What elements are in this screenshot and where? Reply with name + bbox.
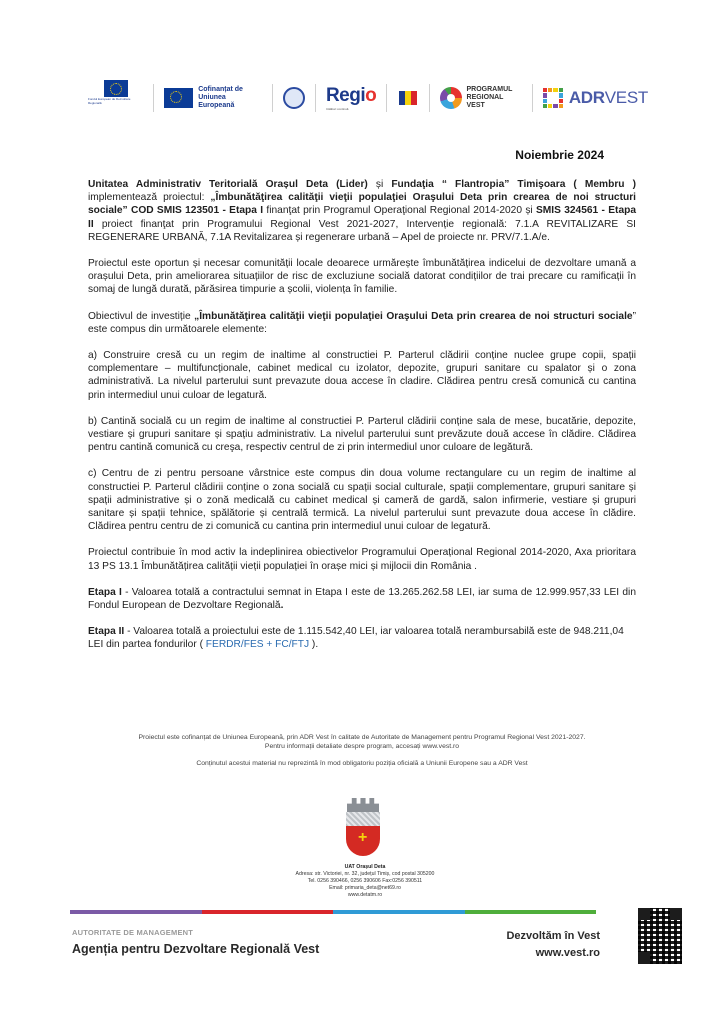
text: ” este compus din următoarele elemente: — [88, 310, 636, 335]
text: implementează proiectul: — [88, 192, 211, 204]
authority-label: AUTORITATE DE MANAGEMENT — [72, 928, 194, 937]
prv-line1: PROGRAMUL — [466, 86, 513, 93]
qr-code-icon[interactable] — [638, 908, 682, 964]
eu-flag-icon — [104, 80, 128, 97]
text: Obiectivul de investiție — [88, 310, 195, 322]
por-logo — [397, 80, 419, 116]
etapa-ii-label: Etapa II — [88, 626, 125, 638]
guvernul-romaniei-logo — [283, 80, 305, 116]
color-bar-segment — [202, 910, 334, 914]
element-b-paragraph: b) Cantină socială cu un regim de inaltime al constructiei P. Parterul clădirii conține sala de mese, bucatărie, depozite, vestiare și grupuri sanitare și spațiu administrativ. La nivelul parterului sunt prevăzute două accese în clădire. Clădirea pentru cantină comunică cu creşa, respectiv centrul de zi prin intermediul unor culoare de legătură. — [88, 415, 636, 454]
regio-logo — [326, 80, 376, 116]
cofinantat-line1: Cofinanțat de — [198, 86, 243, 93]
element-c-paragraph: c) Centru de zi pentru persoane vârstnice este compus din doua volume rectangulare cu un regim de inaltime al constructiei P. Parterul clădirii conține o zona socială cu spații social culturale, spații complementare, grupuri sanitare și spații administrative și o zonă medicală cu cabinet medical și cameră de gardă, salon infirmerie, vestiare și grupuri sanitare și spații tehnice, spălătorie și centrală termică. La nivelul parterului sunt prevazute doua accese în clădire. Clădirea pentru centru de zi comunică cu cantina prin intermediul unui culoar de legatură. — [88, 468, 636, 533]
text: . — [280, 600, 284, 612]
regio-subtitle: Călători continuă — [325, 107, 349, 111]
prv-text — [467, 86, 522, 110]
prv-ring-icon — [440, 87, 461, 109]
footer-color-bar — [70, 910, 596, 914]
objective-title: „Îmbunătăţirea calităţii vieţii populaţiei Oraşului Deta prin crearea de noi structuri sociale — [194, 310, 633, 322]
regio-wordmark — [326, 85, 376, 107]
smis-etapa-ii: SMIS 324561 - Etapa II — [88, 205, 636, 230]
logo-divider — [272, 84, 273, 112]
adr-vest-wordmark — [569, 88, 648, 108]
prv-line2: REGIONAL VEST — [466, 94, 504, 109]
color-bar-segment — [70, 910, 202, 914]
text: finanţat prin Programul Operaţional Regional 2014-2020 și — [263, 205, 536, 217]
contact-website[interactable]: www.detatm.ro — [347, 892, 383, 898]
etapa-ii-paragraph — [88, 625, 636, 651]
slogan-text: Dezvoltăm în Vest — [506, 930, 600, 942]
regio-text: Regi — [325, 85, 366, 106]
contribution-paragraph: Proiectul contribuie în mod activ la indeplinirea obiectivelor Programului Operațional Regional 2014-2020, Axa prioritara 13 PS 13.1 Îmbunătățirea calității vieții populației în orașe mici și mijlocii din România . — [88, 547, 636, 572]
adr-pixel-icon — [543, 88, 563, 108]
deta-coat-of-arms-icon — [344, 798, 382, 860]
crest-top — [346, 812, 380, 826]
por-star-icon — [397, 87, 419, 109]
contact-email[interactable]: Email: primaria_deta@net69.ro — [329, 885, 401, 891]
project-title: „Îmbunătăţirea calităţii vieţii populaţiei Oraşului Deta prin crearea de noi structuri sociale” COD SMIS 123501 - Etapa I — [88, 192, 636, 217]
cofinantat-ue-logo — [164, 80, 262, 116]
adr-vest-logo — [543, 80, 648, 116]
crest-shield — [346, 826, 380, 856]
disclaimer-line3: Conținutul acestui material nu reprezintă în mod obligatoriu poziția oficială a Uniunii Europene sau a ADR Vest — [196, 760, 528, 767]
logo-divider — [315, 84, 316, 112]
objective-paragraph — [88, 310, 636, 336]
agency-name: Agenția pentru Dezvoltare Regională Vest — [72, 942, 320, 956]
intro-paragraph — [88, 178, 636, 244]
logo-divider — [153, 84, 154, 112]
color-bar-segment — [333, 910, 465, 914]
regio-o: o — [365, 85, 377, 106]
eu-flag-icon — [164, 88, 193, 108]
adr-bold: ADR — [568, 88, 605, 107]
document-date: Noiembrie 2024 — [515, 148, 604, 162]
contact-phone: Tel. 0256 390466, 0256 390606 Fax:0256 390511 — [307, 878, 423, 884]
contact-address: Adresa: str. Victoriei, nr. 32, județul Timiș, cod postal 305200 — [295, 871, 435, 877]
text: și — [367, 179, 392, 190]
opportunity-paragraph: Proiectul este oportun și necesar comunității locale deoarece urmărește îmbunătățirea indicelui de dezvoltare umană a orașului Deta, prin ameliorarea situațiilor de risc de excluziune socială datorat condițiilor de trai precare cu ramificații în somaj de lungă durată, părăsirea timpurie a școlii, violența în familie. — [88, 258, 636, 296]
disclaimer-line2: Pentru informații detaliate despre program, accesați www.vest.ro — [264, 743, 460, 750]
document-body — [88, 178, 636, 665]
logo-divider — [429, 84, 430, 112]
eu-fedr-logo — [88, 80, 143, 116]
logo-divider — [386, 84, 387, 112]
text: - Valoarea totală a contractului semnat in Etapa I este de 13.265.262.58 LEI, iar suma de 12.999.957,33 LEI din Fondul European de Dezvoltare Regională — [88, 586, 636, 612]
disclaimer-block — [88, 733, 636, 751]
element-a-paragraph: a) Construire cresă cu un regim de inaltime al constructiei P. Parterul clădirii conține nuclee grupe copii, spații complementare – multifuncționale, cabinet medical cu izolator, depozite, grupuri sanitare cu spalator și o zona administrativă. La nivelul parterului sunt prevazute doua accese în cladire. Clădirea pentru cresă comunică cu cantina prin intermediul unui culoar de legatură. — [88, 350, 636, 401]
programul-regional-vest-logo — [440, 80, 522, 116]
crest-tower — [347, 798, 379, 812]
etapa-i-paragraph — [88, 586, 636, 612]
cofinancing-disclaimer — [88, 733, 636, 776]
disclaimer-line1: Proiectul este cofinanțat de Uniunea Europeană, prin ADR Vest în calitate de Autoritate de Management pentru Programul Regional Vest 2021-2027. — [138, 734, 586, 741]
footer-website-link[interactable]: www.vest.ro — [535, 947, 600, 959]
footer-authority — [72, 928, 319, 956]
member-partner: Fundaţia “ Flantropia” Timişoara ( Membru ) — [391, 179, 636, 190]
text: ). — [309, 639, 319, 651]
romania-coat-of-arms-icon — [283, 87, 305, 109]
eu-fedr-caption: Fondul European de Dezvoltare Regională — [88, 97, 131, 105]
contact-name: UAT Orașul Deta — [344, 864, 386, 870]
uat-contact-block — [270, 864, 460, 899]
footer-slogan — [506, 930, 600, 959]
logo-divider — [532, 84, 533, 112]
text: - Valoarea totală a proiectului este de 1.115.542,40 LEI, iar valoarea totală nerambursabilă este de 948.211,04 LEI din partea fondurilor ( — [88, 626, 624, 651]
cofinantat-text — [198, 86, 262, 110]
etapa-i-label: Etapa I — [88, 586, 122, 598]
funds-label: FERDR/FES + FC/FTJ — [205, 639, 310, 651]
lead-partner: Unitatea Administrativ Teritorială Orașul Deta (Lider) — [88, 179, 368, 190]
color-bar-segment — [465, 910, 597, 914]
cofinantat-line2: Uniunea Europeană — [198, 94, 235, 109]
partner-logos-bar — [88, 78, 648, 118]
text: proiect finanţat prin Programului Regional Vest 2021-2027, Intervenție regională: 7.1.A REVITALIZARE SI REGENERARE URBANĂ, 7.1A Revitalizarea și regenerare urbană – Apel de proiecte nr. PRV/7.1.A/e. — [88, 218, 636, 243]
vest-thin: VEST — [604, 88, 648, 107]
